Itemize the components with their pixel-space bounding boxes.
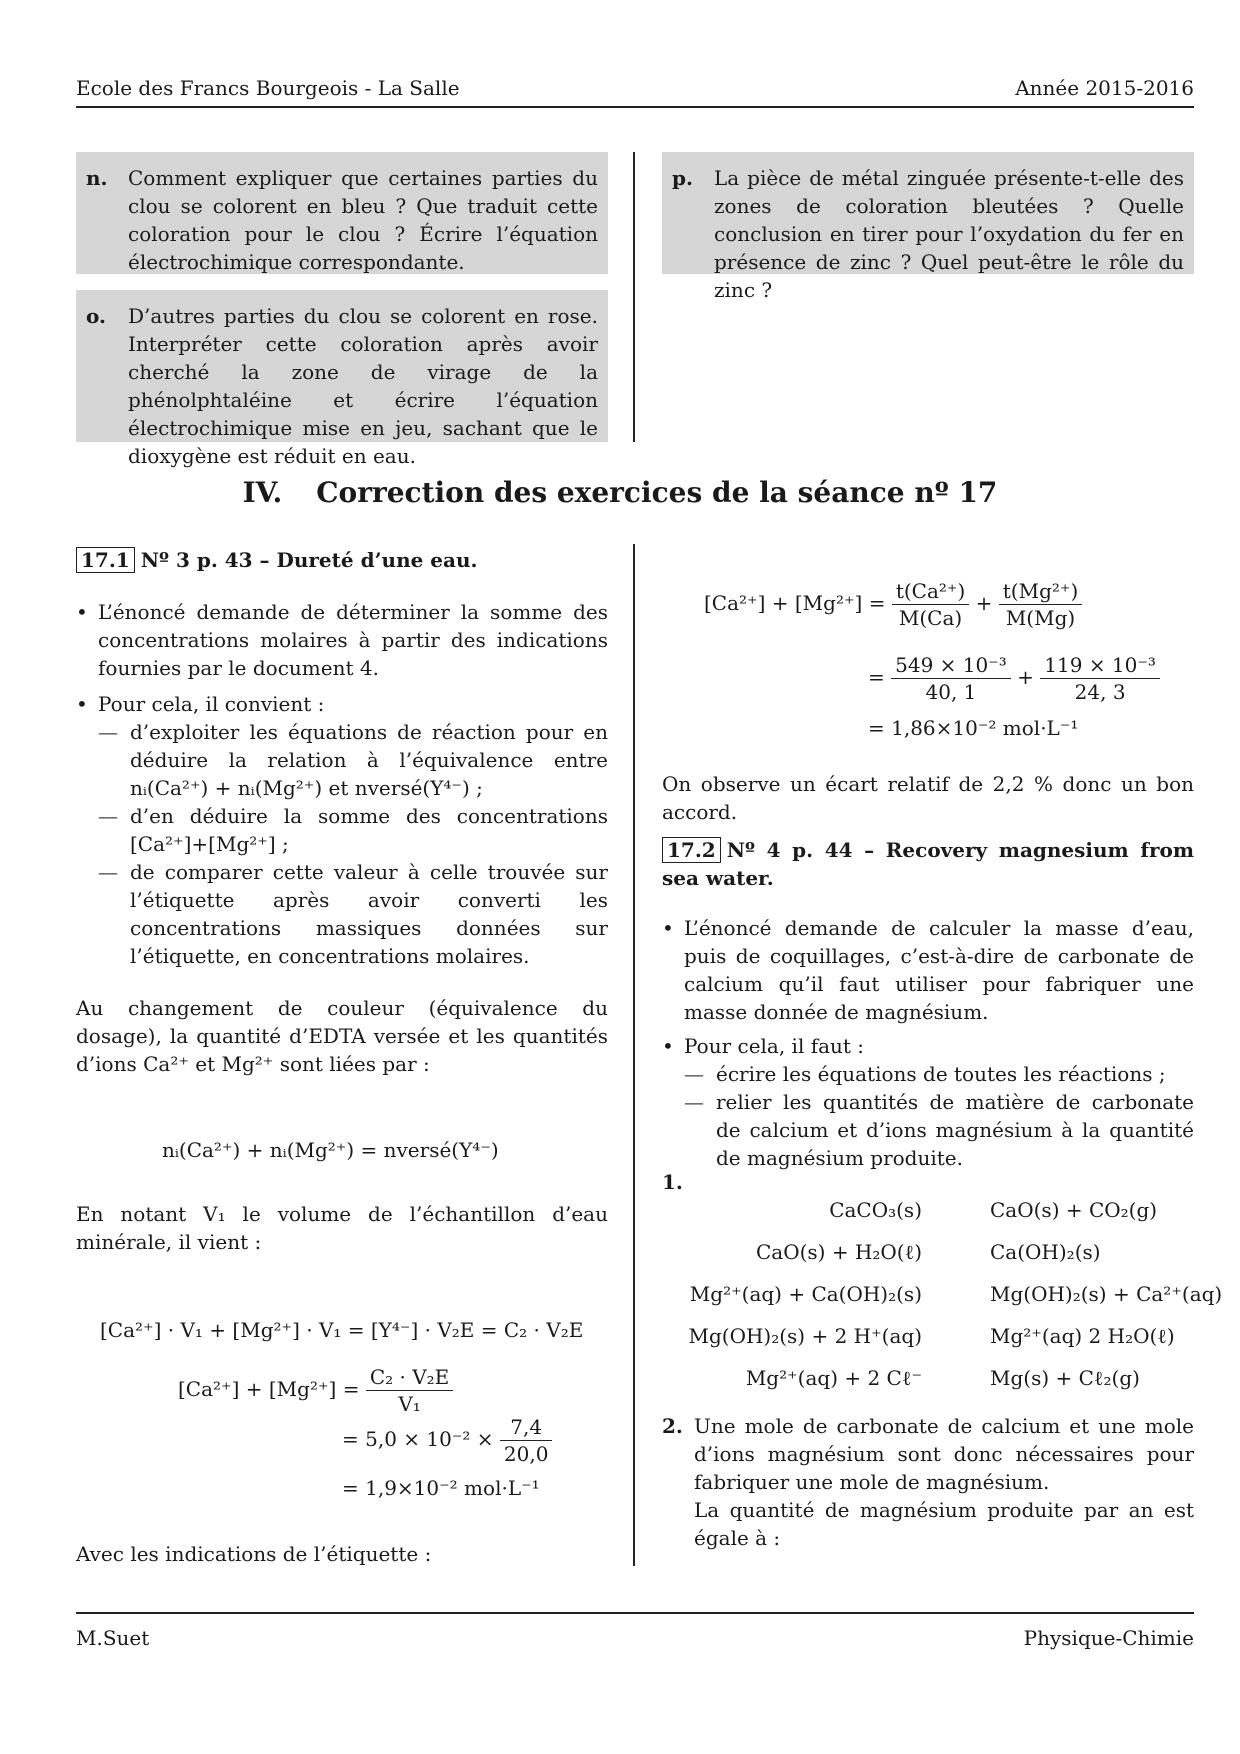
fraction-numerator: t(Mg²⁺)	[999, 578, 1083, 605]
equation-result: = 1,9×10⁻² mol·L⁻¹	[342, 1476, 540, 1500]
fraction	[999, 578, 1083, 631]
item-2	[662, 1412, 1194, 1552]
equation-lhs: [Ca²⁺] + [Mg²⁺] =	[178, 1377, 360, 1401]
equation-equivalence: nᵢ(Ca²⁺) + nᵢ(Mg²⁺) = nversé(Y⁴⁻)	[162, 1138, 499, 1162]
exercise-17-2	[662, 770, 1194, 1172]
question-p-text: La pièce de métal zinguée présente-t-elle des zones de coloration bleutées ? Quelle conclusion en tirer pour l’oxydation du fer en présence de zinc ? Quel peut-être le rôle du zinc ?	[714, 166, 1184, 302]
page-header	[76, 74, 1194, 108]
fraction	[500, 1414, 553, 1467]
paragraph: Avec les indications de l’étiquette :	[76, 1542, 432, 1566]
reaction-products: Ca(OH)₂(s)	[990, 1240, 1101, 1264]
exercise-title: Nº 4 p. 44 – Recovery magnesium from sea water.	[662, 838, 1194, 890]
question-o-text: D’autres parties du clou se colorent en rose. Interpréter cette coloration après avoir cherché la zone de virage de la phénolphtaléine et écrire l’équation électrochimique mise en jeu, sachant que le dioxygène est réduit en eau.	[128, 304, 598, 468]
dash-item: — écrire les équations de toutes les réactions ;	[684, 1060, 1194, 1088]
exercise-tag: 17.1	[76, 547, 135, 573]
fraction-numerator: 7,4	[500, 1414, 553, 1441]
footer-subject: Physique-Chimie	[1023, 1626, 1194, 1650]
reaction-products: Mg²⁺(aq) 2 H₂O(ℓ)	[990, 1324, 1175, 1348]
paragraph: La quantité de magnésium produite par an est égale à :	[694, 1498, 1194, 1550]
dash-item: — relier les quantités de matière de carbonate de calcium et d’ions magnésium à la quantité de magnésium produite.	[684, 1088, 1194, 1172]
fraction-numerator: C₂ · V₂E	[366, 1364, 453, 1391]
dash-item: — d’exploiter les équations de réaction pour en déduire la relation à l’équivalence entre nᵢ(Ca²⁺) + nᵢ(Mg²⁺) et nversé(Y⁴⁻) ;	[98, 718, 608, 802]
reaction-products: Mg(s) + Cℓ₂(g)	[990, 1366, 1140, 1390]
paragraph-block	[76, 1540, 608, 1568]
fraction-denominator: 24, 3	[1074, 680, 1126, 704]
bullet-item: • L’énoncé demande de calculer la masse d’eau, puis de coquillages, c’est-à-dire de carbonate de calcium qu’il faut utiliser pour fabriquer une masse donnée de magnésium.	[662, 914, 1194, 1026]
fraction-numerator: 549 × 10⁻³	[891, 652, 1011, 679]
bullet-item: • L’énoncé demande de déterminer la somme des concentrations molaires à partir des indications fournies par le document 4.	[76, 598, 608, 682]
question-n	[76, 152, 608, 274]
paragraph: Au changement de couleur (équivalence du dosage), la quantité d’EDTA versée et les quantités d’ions Ca²⁺ et Mg²⁺ sont liées par :	[76, 996, 608, 1076]
header-year: Année 2015-2016	[1015, 76, 1194, 100]
reaction-reactants: Mg(OH)₂(s) + 2 H⁺(aq)	[688, 1324, 922, 1348]
page-footer	[76, 1612, 1194, 1654]
exercise-17-1-heading	[76, 546, 608, 574]
fraction-denominator: M(Ca)	[898, 606, 963, 630]
exercise-17-2-bullets	[662, 914, 1194, 1172]
exercise-title: Nº 3 p. 43 – Dureté d’une eau.	[140, 548, 478, 572]
equation-label-sum: [Ca²⁺] + [Mg²⁺] = $\frac{\text{t(Ca²⁺)}}{M(Ca)}$ + $\frac{\text{t(Mg²⁺)}}{M(Mg)}$	[704, 578, 1082, 631]
dash-list	[98, 718, 608, 970]
section-number: IV.	[242, 476, 283, 509]
question-p	[662, 152, 1194, 302]
paragraph: En notant V₁ le volume de l’échantillon d’eau minérale, il vient :	[76, 1202, 608, 1254]
equation-sum	[178, 1364, 453, 1417]
footer-author: M.Suet	[76, 1626, 150, 1650]
fraction	[892, 578, 969, 631]
question-n-text: Comment expliquer que certaines parties du clou se colorent en bleu ? Que traduit cette coloration pour le clou ? Écrire l’équation électrochimique correspondante.	[128, 166, 598, 274]
bullet-text: Pour cela, il faut :	[684, 1034, 865, 1058]
equation-prefix: = 5,0 × 10⁻² ×	[342, 1427, 494, 1451]
question-o-label: o.	[86, 304, 106, 328]
paragraph-block	[76, 1200, 608, 1256]
fraction	[1040, 652, 1160, 705]
reaction-reactants: Mg²⁺(aq) + Ca(OH)₂(s)	[689, 1282, 922, 1306]
reaction-products: CaO(s) + CO₂(g)	[990, 1198, 1158, 1222]
dash-item: — d’en déduire la somme des concentrations [Ca²⁺]+[Mg²⁺] ;	[98, 802, 608, 858]
item-number: 2.	[662, 1414, 683, 1438]
section-heading: Correction des exercices de la séance nº 17	[316, 476, 998, 509]
fraction-denominator: 20,0	[503, 1442, 549, 1466]
equation-lhs: [Ca²⁺] + [Mg²⁺] =	[704, 591, 886, 615]
exercise-17-1	[76, 546, 608, 1078]
question-p-label: p.	[672, 166, 693, 190]
reaction-reactants: Mg²⁺(aq) + 2 Cℓ⁻	[745, 1366, 922, 1390]
bullet-item	[662, 1032, 1194, 1172]
question-o	[76, 290, 608, 468]
fraction-numerator: t(Ca²⁺)	[892, 578, 969, 605]
equation-concentrations: [Ca²⁺] · V₁ + [Mg²⁺] · V₁ = [Y⁴⁻] · V₂E = C₂ · V₂E	[100, 1318, 584, 1342]
fraction-denominator: V₁	[398, 1392, 421, 1416]
section-title	[0, 476, 1240, 509]
equation-label-result: = 1,86×10⁻² mol·L⁻¹	[868, 716, 1079, 740]
question-n-label: n.	[86, 166, 108, 190]
fraction	[366, 1364, 453, 1417]
dash-item: — de comparer cette valeur à celle trouvée sur l’étiquette après avoir converti les concentrations massiques données sur l’étiquette, en concentrations molaires.	[98, 858, 608, 970]
header-school: Ecole des Francs Bourgeois - La Salle	[76, 76, 460, 100]
bullet-text: Pour cela, il convient :	[98, 692, 325, 716]
item-number: 1.	[662, 1170, 683, 1194]
exercise-tag: 17.2	[662, 837, 721, 863]
reaction-list	[662, 1198, 1236, 1398]
column-divider-top	[633, 152, 635, 442]
column-divider-bottom	[633, 544, 635, 1566]
equation-numeric	[342, 1414, 552, 1467]
equation-label-numeric: = $\frac{\text{549 × 10⁻³}}{40, 1}$ + $\frac{\text{119 × 10⁻³}}{24, 3}$	[868, 652, 1160, 705]
dash-list	[684, 1060, 1194, 1172]
reaction-reactants: CaO(s) + H₂O(ℓ)	[755, 1240, 922, 1264]
fraction	[891, 652, 1011, 705]
fraction-denominator: 40, 1	[925, 680, 977, 704]
exercise-17-2-heading	[662, 836, 1194, 892]
reaction-products: Mg(OH)₂(s) + Ca²⁺(aq)	[990, 1282, 1223, 1306]
paragraph-ecart: On observe un écart relatif de 2,2 % donc un bon accord.	[662, 772, 1194, 824]
fraction-denominator: M(Mg)	[1005, 606, 1076, 630]
bullet-item	[76, 690, 608, 970]
paragraph: Une mole de carbonate de calcium et une mole d’ions magnésium sont donc nécessaires pour fabriquer une mole de magnésium.	[694, 1414, 1194, 1494]
exercise-17-1-bullets	[76, 598, 608, 970]
fraction-numerator: 119 × 10⁻³	[1040, 652, 1160, 679]
item-1	[662, 1168, 722, 1196]
reaction-reactants: CaCO₃(s)	[829, 1198, 922, 1222]
